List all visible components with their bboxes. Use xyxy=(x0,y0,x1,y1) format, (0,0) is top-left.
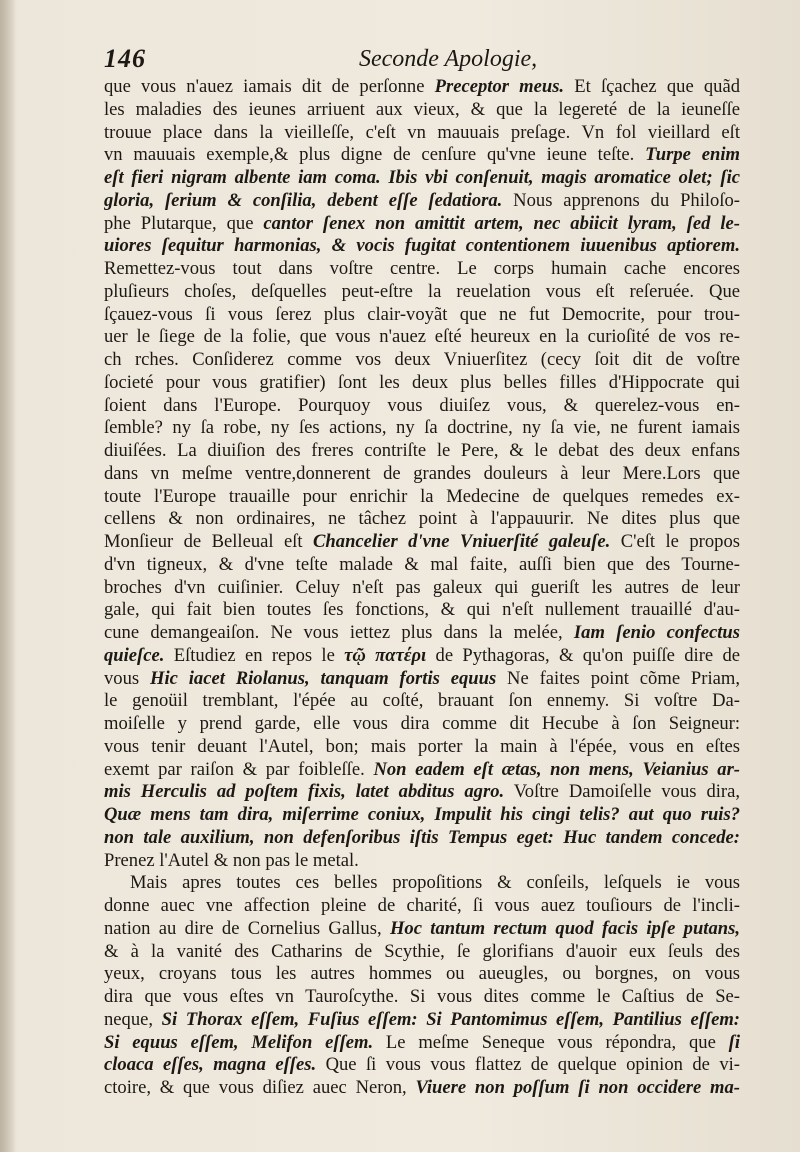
text-segment: nation au dire de Cornelius Gallus, xyxy=(104,917,390,939)
italic-segment: mis Herculis ad poſtem fixis, latet abditus agro. xyxy=(104,781,505,803)
italic-segment: eſt fieri nigram albente iam coma. Ibis vbi conſenuit, magis aromatice olet; ſic xyxy=(104,167,740,188)
italic-segment: ſi xyxy=(728,1031,740,1053)
text-segment: de Pythagoras, & qu'on puiſſe dire de xyxy=(426,644,740,666)
text-line xyxy=(104,941,740,964)
text-line xyxy=(104,258,740,281)
text-line xyxy=(104,304,740,327)
text-segment: phe Plutarque, que xyxy=(104,212,264,234)
text-line xyxy=(104,167,740,190)
italic-segment: Turpe enim xyxy=(645,144,740,166)
text-segment: Ne faites point cõme Priam, xyxy=(496,667,740,689)
text-segment: que vous n'auez iamais dit de perſonne xyxy=(104,76,435,97)
italic-segment: Preceptor meus. xyxy=(434,76,565,97)
text-line xyxy=(104,577,740,600)
text-line xyxy=(104,463,740,486)
italic-segment: Quæ mens tam dira, miſerrime coniux, Impulit his cingi telis? aut quo ruis? xyxy=(104,804,740,825)
text-line xyxy=(104,872,740,895)
italic-segment: non tale auxilium, non defenſoribus iſtis Tempus eget: Huc tandem concede: xyxy=(104,826,740,848)
text-line xyxy=(104,736,740,759)
text-segment: Eſtudiez en repos le xyxy=(164,644,345,666)
text-line xyxy=(104,508,740,531)
text-line xyxy=(104,213,740,236)
text-segment: Monſieur de Belleual eſt xyxy=(104,531,314,552)
text-segment: ch rches. Conſiderez comme vos deux Vniuerſitez (cecy ſoit dit de voſtre xyxy=(104,349,740,370)
text-line xyxy=(104,690,740,713)
text-segment: Prenez l'Autel & non pas le metal. xyxy=(104,849,359,871)
italic-segment: cloaca eſſes, magna eſſes. xyxy=(104,1054,317,1076)
text-line xyxy=(104,190,740,213)
text-segment: exemt par raiſon & par foibleſſe. xyxy=(104,758,374,780)
italic-segment: quieſce. xyxy=(104,644,165,666)
italic-segment: Iam ſenio confectus xyxy=(573,622,740,643)
text-line xyxy=(104,599,740,622)
text-line xyxy=(104,827,740,850)
text-line xyxy=(104,781,740,804)
text-segment: cune demangeaiſon. Ne vous iettez plus dans la melée, xyxy=(104,622,574,643)
text-line xyxy=(104,850,740,873)
text-segment: diuiſées. La diuiſion des freres contriſte le Pere, & le debat des deux enfans xyxy=(104,440,740,461)
text-line xyxy=(104,1032,740,1055)
text-segment: ctoire, & que vous diſiez auec Neron, xyxy=(104,1077,416,1098)
italic-segment: Si equus eſſem, Melifon eſſem. xyxy=(104,1031,374,1053)
text-line xyxy=(104,1009,740,1032)
text-segment: ſçauez-vous ſi vous ſerez plus clair-voyãt que ne fut Democrite, pour trou- xyxy=(104,303,740,325)
text-segment: le genoüil tremblant, l'épée au coſté, brauant ſon ennemy. Si voſtre Da- xyxy=(104,690,740,712)
text-line xyxy=(104,372,740,395)
text-segment: yeux, croyans tous les autres hommes ou aueugles, ou borgnes, on vous xyxy=(104,963,740,985)
text-segment: neque, xyxy=(104,1008,162,1030)
text-line xyxy=(104,895,740,918)
text-segment: trouue place dans la vieilleſſe, c'eſt vn mauuais preſage. Vn fol vieillard eſt xyxy=(104,121,740,143)
running-title: Seconde Apologie, xyxy=(359,46,538,72)
text-line xyxy=(104,235,740,258)
text-segment: toute l'Europe trauaille pour enrichir la Medecine de quelques remedes ex- xyxy=(104,485,740,507)
text-segment: Et ſçachez que quãd xyxy=(564,76,740,97)
text-segment: vn mauuais exemple,& plus digne de cenſure qu'vne ieune teſte. xyxy=(104,144,646,166)
text-segment: vous tenir deuant l'Autel, bon; mais porter la main à l'épée, vous en eſtes xyxy=(104,735,740,757)
text-segment: Mais apres toutes ces belles propoſitions & conſeils, leſquels ie vous xyxy=(130,872,740,894)
text-segment: dans vn meſme ventre,donnerent de grandes douleurs à leur Mere.Lors que xyxy=(104,462,740,484)
text-line xyxy=(104,804,740,827)
text-line xyxy=(104,326,740,349)
italic-segment: Chancelier d'vne Vniuerſité galeuſe. xyxy=(313,531,611,552)
italic-segment: Si Thorax eſſem, Fuſius eſſem: Si Pantomimus eſſem, Pantilius eſſem: xyxy=(161,1008,740,1030)
text-line xyxy=(104,281,740,304)
text-segment: pluſieurs choſes, deſquelles peut-eſtre la reuelation vous eſt reſeruée. Que xyxy=(104,280,740,302)
text-segment: ſocieté pour vous gratifier) ſont les deux plus belles filles d'Hippocrate qui xyxy=(104,371,740,393)
text-line xyxy=(104,144,740,167)
text-segment: Remettez-vous tout dans voſtre centre. Le corps humain cache encores xyxy=(104,258,740,279)
text-segment: C'eſt le propos xyxy=(610,531,740,552)
text-segment: les maladies des ieunes arriuent aux vieux, & que la legereté de la ieuneſſe xyxy=(104,98,740,120)
text-segment: Le meſme Seneque vous répondra, que xyxy=(373,1031,729,1053)
text-segment: Que ſi vous vous flattez de quelque opinion de vi- xyxy=(316,1054,740,1076)
italic-segment: gloria, ſerium & conſilia, debent eſſe ſedatiora. xyxy=(104,189,503,211)
text-segment: ſoient dans l'Europe. Pourquoy vous diuiſez vous, & querelez-vous en- xyxy=(104,394,740,416)
text-segment: cellens & non ordinaires, ne tâchez point à l'appauurir. Ne dites plus que xyxy=(104,508,740,530)
text-segment: & à la vanité des Catharins de Scythie, ſe glorifians d'auoir eux ſeuls des xyxy=(104,940,740,962)
text-segment: uer le ſiege de la folie, que vous n'auez eſté heureux en la curioſité de vos re- xyxy=(104,326,740,348)
italic-segment: uiores ſequitur harmonias, & vocis fugitat contentionem iuuenibus aptiorem. xyxy=(104,235,740,257)
text-line xyxy=(104,99,740,122)
text-segment: moiſelle y prend garde, elle vous dira comme dit Hecube à ſon Seigneur: xyxy=(104,713,740,734)
text-line xyxy=(104,668,740,691)
text-segment: donne auec vne affection pleine de charité, ſi vous auez touſiours de l'incli- xyxy=(104,895,740,916)
page-gutter-shadow xyxy=(0,0,16,1152)
text-segment: Nous apprenons du Philoſo- xyxy=(502,189,740,211)
text-segment: d'vn tigneux, & d'vne teſte malade & mal faite, auſſi bien que des Tourne- xyxy=(104,553,740,575)
text-line xyxy=(104,76,740,99)
text-line xyxy=(104,531,740,554)
text-line xyxy=(104,1054,740,1077)
italic-segment: Viuere non poſſum ſi non occidere ma- xyxy=(415,1077,740,1098)
text-line xyxy=(104,395,740,418)
text-line xyxy=(104,645,740,668)
italic-segment: cantor ſenex non amittit artem, nec abiicit lyram, ſed le- xyxy=(263,212,740,234)
text-line xyxy=(104,918,740,941)
text-segment: dira que vous eſtes vn Tauroſcythe. Si vous dites comme le Caſtius de Se- xyxy=(104,986,740,1007)
text-segment: vous xyxy=(104,667,150,689)
body-text xyxy=(104,76,740,1100)
italic-segment: Hic iacet Riolanus, tanquam fortis equus xyxy=(150,667,497,689)
text-line xyxy=(104,986,740,1009)
text-segment: broches d'vn cuiſinier. Celuy n'eſt pas galeux qui gueriſt les autres de leur xyxy=(104,576,740,598)
text-line xyxy=(104,554,740,577)
italic-segment: Non eadem eſt ætas, non mens, Veianius ar- xyxy=(373,758,740,780)
text-line xyxy=(104,486,740,509)
text-line xyxy=(104,759,740,782)
page-number: 146 xyxy=(104,44,146,73)
italic-segment: τῷ πατέρι xyxy=(344,644,427,666)
italic-segment: Hoc tantum rectum quod facis ipſe putans, xyxy=(389,917,740,939)
text-line xyxy=(104,622,740,645)
text-line xyxy=(104,349,740,372)
text-segment: gale, qui fait bien toutes ſes fonctions, & qui n'eſt nullement trauaillé d'au- xyxy=(104,599,740,621)
text-segment: ſemble? ny ſa robe, ny ſes actions, ny ſa doctrine, ny ſa vie, ne furent iamais xyxy=(104,417,740,439)
text-line xyxy=(104,963,740,986)
text-segment: Voſtre Damoiſelle vous dira, xyxy=(504,781,740,803)
text-line xyxy=(104,1077,740,1100)
text-line xyxy=(104,417,740,440)
text-line xyxy=(104,713,740,736)
text-line xyxy=(104,440,740,463)
text-line xyxy=(104,122,740,145)
